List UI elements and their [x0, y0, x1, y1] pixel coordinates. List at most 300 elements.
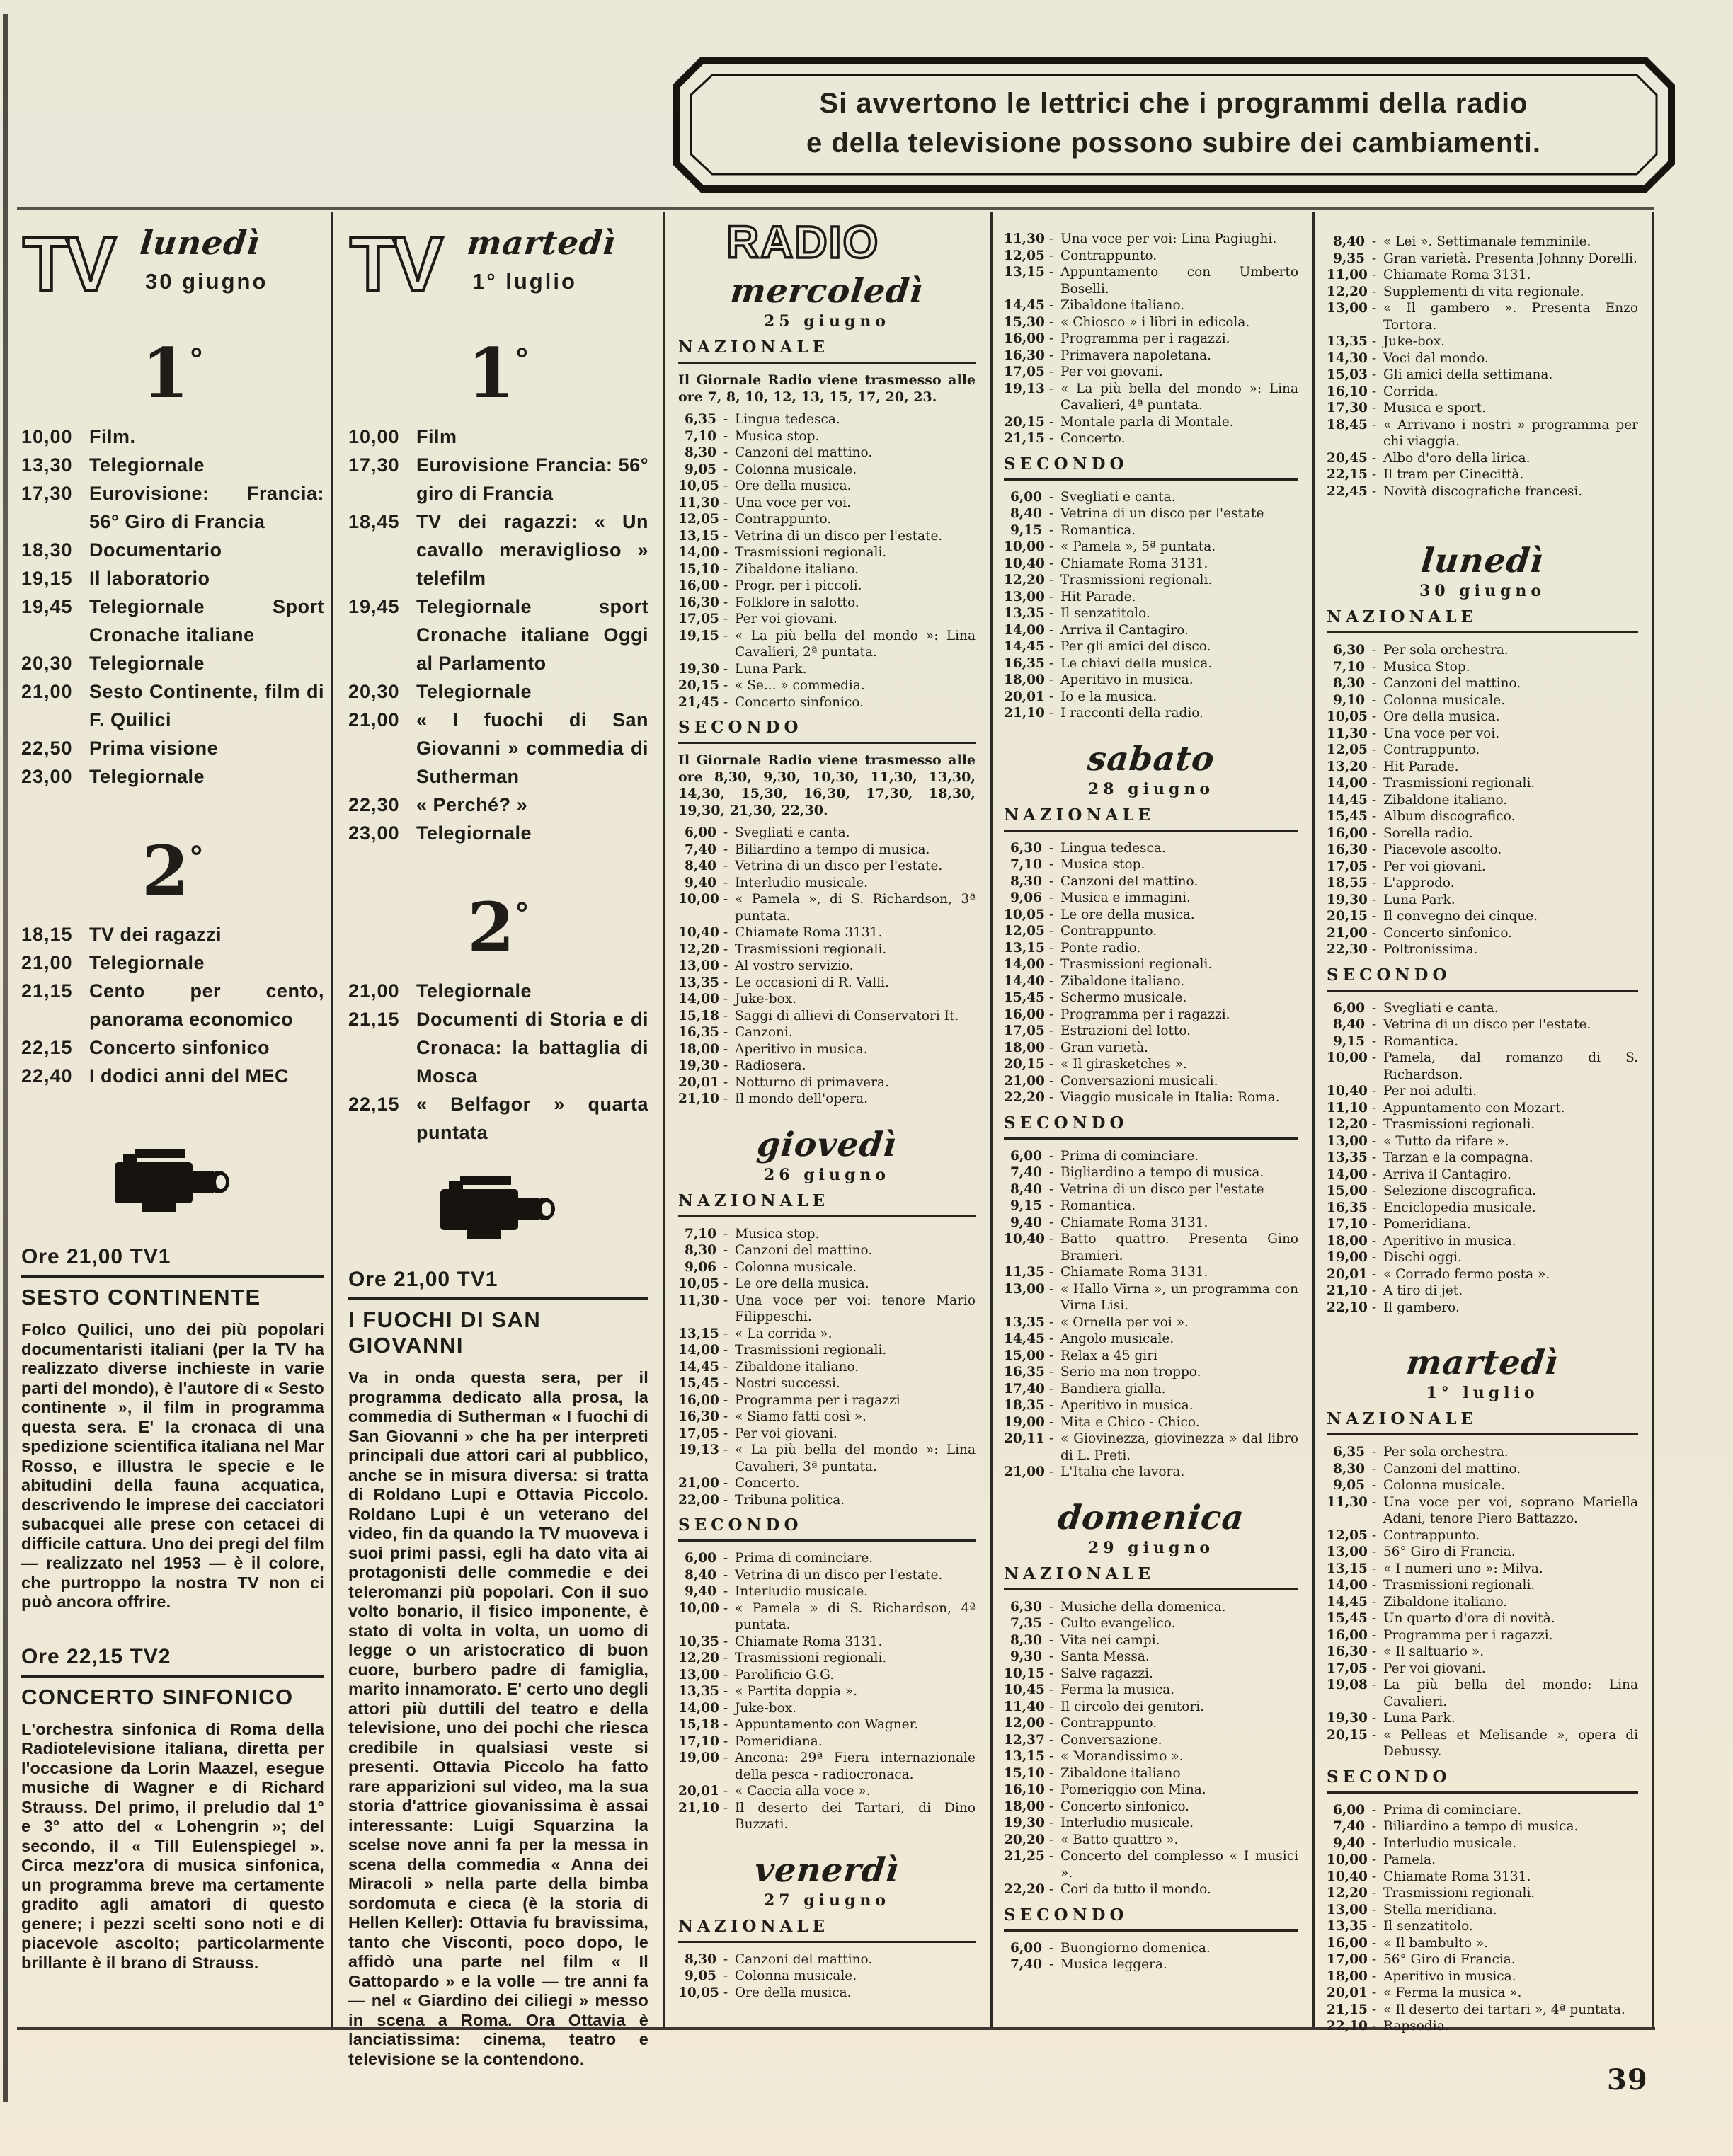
entry-dash: - [1048, 973, 1054, 989]
entry-title: « Il deserto dei tartari », 4ª puntata. [1383, 2002, 1625, 2017]
entry-dash: - [723, 1634, 728, 1649]
entry-title: Tribuna politica. [735, 1492, 845, 1508]
entry-dash: - [1371, 1033, 1377, 1049]
schedule-entry [1327, 1444, 1638, 1461]
entry-dash: - [1048, 990, 1054, 1005]
entry-title: « La più bella del mondo »: Lina Cavalieri, 2ª puntata. [735, 628, 976, 660]
entry-dash: - [1048, 1281, 1054, 1297]
notice-line1: Si avvertono le lettrici che i programmi della radio [819, 88, 1528, 119]
schedule-entry [1327, 1852, 1638, 1869]
schedule-entry [1327, 709, 1638, 726]
entry-time: 9,15 [1010, 1198, 1042, 1213]
entry-dash: - [1371, 792, 1377, 808]
entry-time: 7,40 [684, 842, 716, 857]
entry-title: Radiosera. [735, 1058, 806, 1073]
schedule-entry [1004, 1848, 1298, 1881]
entry-title: Supplementi di vita regionale. [1383, 284, 1584, 299]
nazionale-header: NAZIONALE [1004, 1564, 1298, 1590]
schedule-entry [21, 1062, 324, 1090]
entry-time: 12,20 [1327, 284, 1368, 299]
entry-dash: - [1371, 692, 1377, 708]
entry-dash: - [1048, 431, 1054, 446]
entry-time: 12,00 [1004, 1716, 1045, 1731]
sunday-day-header [1004, 1499, 1298, 1557]
binding-edge [3, 14, 8, 2102]
entry-title: Albo d'oro della lirica. [1383, 450, 1531, 466]
entry-time: 15,10 [1004, 1765, 1045, 1781]
entry-time: 8,40 [1332, 234, 1365, 249]
entry-title: « Arrivano i nostri » programma per chi viaggia. [1383, 417, 1638, 449]
entry-dash: - [1371, 1166, 1377, 1182]
schedule-entry [678, 1700, 976, 1717]
entry-title: Film [416, 426, 457, 447]
schedule-entry [1327, 367, 1638, 384]
notice-line2: e della televisione possono subire dei cambiamenti. [806, 127, 1541, 159]
schedule-entry [678, 1600, 976, 1634]
entry-time: 13,35 [678, 975, 719, 990]
entry-time: 16,35 [678, 1025, 719, 1040]
schedule-entry [1327, 1016, 1638, 1033]
entry-title: « Ornella per voi ». [1060, 1314, 1189, 1330]
schedule-entry [1004, 248, 1298, 265]
thursday-day-header [678, 1126, 976, 1184]
sunday-nazionale-list [1004, 1599, 1298, 1898]
entry-time: 9,15 [1010, 522, 1042, 538]
schedule-entry [1327, 1935, 1638, 1952]
entry-title: Estrazioni del lotto. [1060, 1023, 1191, 1038]
entry-time: 17,30 [348, 454, 400, 476]
entry-dash: - [723, 561, 728, 577]
entry-time: 8,40 [1010, 506, 1042, 521]
schedule-entry [678, 1057, 976, 1074]
entry-time: 21,10 [1327, 1283, 1368, 1298]
entry-time: 20,15 [1327, 1727, 1368, 1743]
schedule-entry [1004, 705, 1298, 722]
entry-dash: - [1048, 873, 1054, 889]
entry-time: 11,30 [678, 495, 719, 510]
entry-title: TV dei ragazzi [89, 924, 222, 945]
entry-title: Novità discografiche francesi. [1383, 483, 1583, 499]
entry-dash: - [1048, 857, 1054, 872]
entry-title: « Belfagor » quarta puntata [416, 1094, 648, 1143]
schedule-entry [1327, 483, 1638, 500]
entry-time: 9,06 [1010, 890, 1042, 905]
entry-dash: - [723, 1968, 728, 1983]
entry-title: Dischi oggi. [1383, 1250, 1462, 1265]
entry-title: Per sola orchestra. [1383, 1445, 1509, 1460]
entry-time: 22,10 [1327, 2019, 1368, 2034]
column-rule [331, 212, 333, 2027]
entry-time: 11,35 [1004, 1265, 1045, 1280]
entry-time: 7,35 [1010, 1616, 1042, 1631]
entry-title: Juke-box. [735, 1700, 797, 1716]
schedule-entry [678, 1550, 976, 1567]
schedule-entry [1327, 1216, 1638, 1233]
entry-title: Canzoni del mattino. [1383, 676, 1521, 691]
entry-dash: - [723, 478, 728, 493]
entry-time: 6,00 [684, 825, 716, 840]
entry-time: 22,15 [1327, 467, 1368, 482]
schedule-entry [1004, 1732, 1298, 1749]
entry-time: 14,45 [1327, 792, 1368, 808]
entry-time: 9,30 [1010, 1649, 1042, 1664]
entry-title: Il senzatitolo. [1060, 606, 1150, 621]
entry-title: « Pelleas et Melisande », opera di Debussy. [1383, 1727, 1638, 1759]
entry-title: L'approdo. [1383, 876, 1455, 890]
channel-number: 1 [142, 333, 189, 413]
schedule-entry [1004, 973, 1298, 990]
entry-time: 10,45 [1004, 1682, 1045, 1697]
entry-time: 16,00 [1327, 1627, 1368, 1643]
schedule-entry [1004, 1832, 1298, 1849]
entry-time: 21,10 [1004, 706, 1045, 721]
monday-day-header [1327, 542, 1638, 600]
entry-time: 9,10 [1332, 692, 1365, 708]
entry-title: Le ore della musica. [1060, 907, 1195, 922]
entry-title: Biliardino a tempo di musica. [735, 842, 930, 857]
entry-time: 10,05 [1004, 907, 1045, 922]
entry-time: 7,10 [1332, 659, 1365, 675]
entry-title: Una voce per voi. [1383, 726, 1500, 741]
schedule-entry [348, 451, 648, 508]
entry-dash: - [723, 1600, 728, 1616]
entry-title: Viaggio musicale in Italia: Roma. [1060, 1090, 1280, 1105]
tv-tuesday-dayname: martedì [465, 224, 618, 262]
entry-time: 17,05 [678, 612, 719, 626]
degree-mark: ° [514, 897, 530, 931]
entry-title: Interludio musicale. [735, 875, 869, 890]
entry-title: Rapsodia. [1383, 2019, 1449, 2034]
entry-title: A tiro di jet. [1383, 1283, 1463, 1298]
entry-time: 21,00 [348, 980, 400, 1002]
schedule-entry [1327, 417, 1638, 450]
entry-dash: - [1371, 892, 1377, 907]
column-rule [663, 212, 665, 2027]
entry-time: 21,15 [348, 1009, 400, 1030]
friday-secondo-list [1004, 489, 1298, 722]
entry-title: I dodici anni del MEC [89, 1065, 290, 1086]
entry-time: 7,10 [684, 1226, 716, 1242]
schedule-entry [1327, 659, 1638, 676]
entry-dash: - [1048, 348, 1054, 363]
entry-time: 17,30 [1327, 401, 1368, 415]
schedule-entry [1004, 264, 1298, 297]
entry-title: Aperitivo in musica. [1060, 1398, 1194, 1413]
radio-friday-date: 27 giugno [763, 1891, 891, 1910]
schedule-entry [1327, 1627, 1638, 1644]
schedule-entry [678, 975, 976, 992]
schedule-entry [678, 891, 976, 924]
entry-dash: - [1048, 1148, 1054, 1164]
feature1-body: Folco Quilici, uno dei più popolari documentaristi italiani (per la TV ha realizzato diverse inchieste in varie parti del mondo), è l'autore di « Sesto continente », il film in programma questa sera. E' la cronaca di una spedizione scientifica italiana nel Mar Rosso, e illustra le specie e le abitudini della fauna acquatica, descrivendo le imprese dei cacciatori subacquei alle prese con cetacei di difficile cattura. Uno dei pregi del film — realizzato nel 1953 — è il colore, che purtroppo la nostra TV non ci può ancora offrire. [21, 1320, 324, 1611]
entry-title: « Caccia alla voce ». [735, 1784, 871, 1799]
entry-title: Vetrina di un disco per l'estate [1060, 506, 1264, 521]
schedule-entry [1327, 1266, 1638, 1283]
entry-time: 14,40 [1004, 973, 1045, 989]
entry-title: Romantica. [1060, 1198, 1136, 1213]
schedule-entry [1327, 1249, 1638, 1266]
entry-time: 12,20 [1327, 1117, 1368, 1132]
entry-dash: - [723, 1058, 728, 1073]
entry-time: 13,00 [678, 1667, 719, 1682]
schedule-entry [1327, 1727, 1638, 1760]
entry-dash: - [1371, 2019, 1377, 2034]
entry-dash: - [723, 1985, 728, 2000]
entry-dash: - [1371, 1578, 1377, 1593]
radio-thursday-dayname: giovedì [755, 1125, 899, 1164]
schedule-entry [1004, 1799, 1298, 1816]
schedule-entry [21, 451, 324, 479]
entry-dash: - [1371, 1300, 1377, 1315]
entry-dash: - [1048, 1023, 1054, 1038]
entry-title: 56° Giro di Francia. [1383, 1544, 1516, 1559]
schedule-entry [1004, 1464, 1298, 1481]
entry-dash: - [1371, 1183, 1377, 1198]
schedule-entry [678, 528, 976, 545]
radio-logo [678, 219, 976, 270]
entry-dash: - [1048, 414, 1054, 430]
schedule-entry [1004, 990, 1298, 1007]
friday-day-header [678, 1852, 976, 1910]
entry-time: 13,35 [678, 1684, 719, 1699]
entry-title: Chiamate Roma 3131. [735, 1634, 883, 1649]
entry-title: « Se... » commedia. [735, 678, 865, 693]
entry-dash: - [1048, 606, 1054, 621]
entry-time: 10,40 [1004, 556, 1045, 571]
schedule-entry [678, 1800, 976, 1833]
entry-title: Enciclopedia musicale. [1383, 1200, 1536, 1215]
schedule-entry [21, 677, 324, 734]
entry-time: 17,10 [678, 1733, 719, 1749]
entry-dash: - [1371, 284, 1377, 299]
entry-time: 13,15 [1327, 1561, 1368, 1576]
entry-title: Romantica. [1383, 1033, 1459, 1049]
entry-title: Telegiornale [416, 980, 532, 1002]
entry-time: 10,05 [678, 1276, 719, 1291]
saturday-nazionale-list [1004, 840, 1298, 1106]
entry-time: 20,01 [678, 1074, 719, 1090]
entry-time: 12,20 [678, 941, 719, 957]
entry-title: Documenti di Storia e di Cronaca: la battaglia di Mosca [416, 1009, 648, 1086]
entry-title: Zibaldone italiano. [1383, 1594, 1508, 1610]
entry-dash: - [1048, 840, 1054, 856]
entry-dash: - [723, 925, 728, 940]
entry-dash: - [1048, 1398, 1054, 1413]
tv-tuesday-ch2-list [348, 977, 648, 1147]
entry-time: 19,00 [1004, 1414, 1045, 1430]
schedule-entry [678, 1442, 976, 1475]
entry-time: 21,10 [678, 1091, 719, 1106]
monday-secondo-list [1327, 1000, 1638, 1317]
entry-time: 14,45 [1327, 1594, 1368, 1610]
entry-title: « Chiosco » i libri in edicola. [1060, 314, 1250, 330]
entry-title: Interludio musicale. [735, 1584, 869, 1599]
entry-time: 12,20 [1327, 1886, 1368, 1900]
entry-dash: - [723, 1276, 728, 1291]
schedule-entry [1004, 840, 1298, 857]
tv-monday-date: 30 giugno [145, 269, 268, 294]
notice-box [673, 57, 1675, 193]
entry-title: Concerto sinfonico. [735, 694, 864, 710]
entry-title: Canzoni del mattino. [735, 1243, 873, 1258]
schedule-entry [1327, 384, 1638, 401]
entry-time: 15,00 [1004, 1348, 1045, 1363]
entry-dash: - [1371, 1200, 1377, 1215]
svg-text:TV: TV [23, 225, 113, 304]
entry-title: « Corrado fermo posta ». [1383, 1266, 1550, 1282]
schedule-entry [678, 611, 976, 628]
tv-monday-dayname: lunedì [138, 224, 263, 262]
entry-dash: - [1048, 890, 1054, 905]
entry-title: Pamela, dal romanzo di S. Richardson. [1383, 1050, 1638, 1082]
entry-title: « I fuochi di San Giovanni » commedia di Sutherman [416, 709, 648, 787]
schedule-entry [1327, 450, 1638, 467]
entry-dash: - [1371, 1233, 1377, 1249]
entry-title: Selezione discografica. [1383, 1183, 1537, 1198]
secondo-header: SECONDO [678, 1515, 976, 1542]
entry-time: 12,05 [1004, 924, 1045, 939]
entry-title: « La corrida ». [735, 1326, 833, 1341]
entry-time: 9,15 [1332, 1033, 1365, 1049]
entry-dash: - [1371, 268, 1377, 282]
feature1-title: SESTO CONTINENTE [21, 1285, 261, 1309]
entry-title: Serio ma non troppo. [1060, 1365, 1201, 1380]
entry-time: 18,00 [1004, 1799, 1045, 1814]
entry-dash: - [1371, 1611, 1377, 1626]
schedule-entry [1004, 1164, 1298, 1181]
nazionale-header: NAZIONALE [678, 1917, 976, 1943]
entry-title: « Pamela » di S. Richardson, 4ª puntata. [735, 1600, 976, 1632]
entry-time: 19,15 [21, 568, 73, 589]
entry-time: 17,05 [1327, 1661, 1368, 1676]
schedule-entry [678, 677, 976, 694]
entry-title: Musica stop. [735, 428, 820, 444]
entry-time: 15,45 [1327, 1611, 1368, 1626]
entry-time: 22,20 [1004, 1090, 1045, 1105]
entry-title: Buongiorno domenica. [1060, 1940, 1211, 1956]
entry-title: Contrappunto. [1060, 1716, 1157, 1731]
entry-time: 7,10 [684, 428, 716, 444]
schedule-entry [678, 1683, 976, 1700]
entry-title: Trasmissioni regionali. [1060, 573, 1213, 587]
schedule-entry [1004, 430, 1298, 447]
schedule-entry [1327, 2018, 1638, 2035]
schedule-entry [1327, 859, 1638, 876]
entry-time: 16,30 [1327, 842, 1368, 857]
schedule-entry [678, 544, 976, 561]
entry-dash: - [1371, 334, 1377, 349]
entry-title: Pamela. [1383, 1852, 1436, 1867]
schedule-entry [1004, 1748, 1298, 1765]
entry-dash: - [1048, 1073, 1054, 1089]
entry-dash: - [1048, 506, 1054, 521]
entry-title: Chiamate Roma 3131. [1383, 1869, 1531, 1884]
entry-title: Arriva il Cantagiro. [1383, 1166, 1511, 1182]
entry-dash: - [723, 1392, 728, 1408]
schedule-entry [1327, 1461, 1638, 1478]
entry-time: 11,30 [1327, 1494, 1368, 1510]
secondo-header: SECONDO [1327, 965, 1638, 992]
entry-time: 10,00 [348, 426, 400, 447]
entry-dash: - [1048, 1882, 1054, 1897]
sunday-secondo-list-part2 [1327, 234, 1638, 500]
entry-time: 12,20 [678, 1651, 719, 1665]
entry-dash: - [723, 512, 728, 527]
entry-time: 6,00 [1332, 1000, 1365, 1016]
schedule-entry [678, 991, 976, 1008]
entry-title: Pomeriggio con Mina. [1060, 1782, 1206, 1797]
entry-dash: - [1371, 1478, 1377, 1493]
entry-dash: - [1371, 401, 1377, 415]
entry-time: 11,30 [1004, 231, 1045, 246]
entry-title: Contrappunto. [735, 512, 832, 527]
entry-title: Ore della musica. [1383, 709, 1500, 724]
entry-time: 10,35 [678, 1634, 719, 1649]
schedule-entry [1004, 622, 1298, 639]
entry-title: Per voi giovani. [1383, 859, 1486, 874]
entry-title: Primavera napoletana. [1060, 348, 1212, 363]
entry-title: Gran varietà. [1060, 1040, 1148, 1055]
entry-title: Contrappunto. [1060, 924, 1157, 939]
entry-dash: - [1048, 655, 1054, 671]
entry-dash: - [1048, 1090, 1054, 1105]
entry-title: Il mondo dell'opera. [735, 1091, 868, 1106]
entry-time: 9,05 [684, 1968, 716, 1983]
entry-dash: - [723, 1243, 728, 1258]
tv-camera-illustration [348, 1166, 648, 1254]
entry-dash: - [1048, 1265, 1054, 1280]
entry-time: 19,30 [1327, 892, 1368, 907]
entry-dash: - [1371, 2002, 1377, 2017]
entry-title: « La più bella del mondo »: Lina Cavalieri, 3ª puntata. [735, 1443, 976, 1474]
schedule-entry [1004, 940, 1298, 957]
schedule-entry [1327, 1661, 1638, 1678]
entry-time: 14,00 [1004, 622, 1045, 638]
entry-dash: - [723, 1443, 728, 1457]
entry-time: 13,00 [1327, 1544, 1368, 1559]
entry-time: 12,37 [1004, 1732, 1045, 1748]
schedule-entry [1004, 572, 1298, 589]
entry-dash: - [1371, 1952, 1377, 1967]
entry-time: 12,05 [1327, 1527, 1368, 1543]
tv-camera-icon [102, 1140, 244, 1223]
entry-time: 8,40 [1010, 1181, 1042, 1197]
entry-dash: - [723, 661, 728, 677]
schedule-entry [1327, 1610, 1638, 1627]
entry-time: 10,00 [21, 426, 73, 447]
schedule-entry [678, 595, 976, 612]
entry-dash: - [723, 825, 728, 840]
entry-time: 23,00 [348, 822, 400, 844]
radio-wednesday-date: 25 giugno [763, 312, 891, 331]
schedule-entry [678, 1342, 976, 1359]
entry-time: 9,06 [684, 1259, 716, 1275]
entry-dash: - [1048, 539, 1054, 554]
entry-dash: - [1371, 1661, 1377, 1676]
tv-camera-icon [428, 1166, 569, 1250]
schedule-entry [1004, 1430, 1298, 1464]
entry-dash: - [1048, 1957, 1054, 1972]
entry-time: 16,00 [1327, 1935, 1368, 1951]
entry-title: Musiche della domenica. [1060, 1599, 1226, 1615]
entry-title: Parolificio G.G. [735, 1667, 835, 1682]
entry-time: 7,40 [1010, 1165, 1042, 1180]
entry-title: « La più bella del mondo »: Lina Cavalieri, 4ª puntata. [1060, 381, 1298, 413]
schedule-entry [1327, 1300, 1638, 1317]
entry-time: 10,40 [1004, 1232, 1045, 1246]
entry-time: 20,01 [1004, 689, 1045, 704]
entry-title: Trasmissioni regionali. [735, 545, 887, 560]
